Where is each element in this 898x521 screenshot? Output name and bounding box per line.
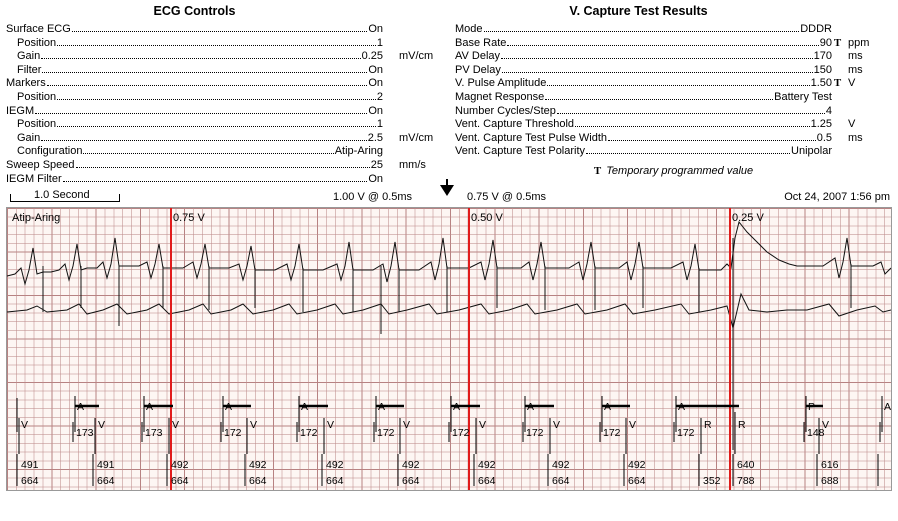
svg-text:V: V	[327, 419, 335, 432]
parameter-value: 1	[376, 36, 383, 49]
leader-dots	[41, 57, 360, 59]
ecg-controls-title: ECG Controls	[153, 4, 236, 18]
timestamp-label: Oct 24, 2007 1:56 pm	[784, 191, 890, 204]
parameter-value: 1.25	[810, 118, 832, 131]
pulse-annotation-2: 0.75 V @ 0.5ms	[467, 191, 547, 204]
parameter-row	[455, 105, 892, 119]
parameter-value: 0.5	[816, 131, 832, 144]
parameter-label: Magnet Response	[455, 90, 545, 103]
parameter-value: On	[368, 77, 383, 90]
leader-dots	[72, 30, 368, 32]
amplitude-tag: 0.50 V	[471, 212, 503, 225]
svg-text:V: V	[98, 419, 106, 432]
parameter-row	[455, 118, 892, 132]
svg-text:173: 173	[76, 427, 94, 440]
parameter-value: Atip-Aring	[334, 145, 383, 158]
parameter-value: 25	[370, 158, 383, 171]
leader-dots	[547, 84, 809, 86]
svg-text:V: V	[629, 419, 637, 432]
svg-text:172: 172	[677, 427, 695, 440]
svg-text:A: A	[453, 401, 461, 414]
svg-text:664: 664	[171, 475, 189, 488]
scale-label: 1.0 Second	[34, 189, 90, 202]
capture-results-title: V. Capture Test Results	[569, 4, 708, 18]
parameter-label: IEGM	[6, 104, 35, 117]
svg-text:A: A	[678, 401, 686, 414]
svg-text:A: A	[378, 401, 386, 414]
svg-text:664: 664	[628, 475, 646, 488]
svg-text:492: 492	[628, 459, 646, 472]
parameter-label: Base Rate	[455, 36, 507, 49]
parameter-label: PV Delay	[455, 63, 501, 76]
leader-dots	[502, 71, 813, 73]
leader-dots	[57, 44, 376, 46]
leader-dots	[42, 71, 367, 73]
svg-text:664: 664	[21, 475, 39, 488]
svg-text:A: A	[225, 401, 233, 414]
pulse-annotation-1: 1.00 V @ 0.5ms	[333, 191, 413, 204]
svg-text:A: A	[527, 401, 535, 414]
parameter-row	[455, 77, 892, 91]
leader-dots	[507, 44, 818, 46]
ecg-controls-rows	[0, 23, 449, 186]
svg-text:172: 172	[603, 427, 621, 440]
leader-dots	[484, 30, 800, 32]
svg-text:640: 640	[737, 459, 755, 472]
svg-text:491: 491	[97, 459, 115, 472]
marker-annotation-channel	[7, 392, 891, 490]
leader-dots	[57, 98, 376, 100]
parameter-label: IEGM Filter	[6, 172, 62, 185]
leader-dots	[35, 112, 367, 114]
parameter-row	[455, 91, 892, 105]
parameter-value: 1	[376, 118, 383, 131]
parameter-label: Number Cycles/Step	[455, 104, 556, 117]
svg-text:P: P	[808, 401, 816, 414]
svg-text:664: 664	[552, 475, 570, 488]
svg-text:492: 492	[552, 459, 570, 472]
parameter-value: 150	[813, 63, 832, 76]
leader-dots	[57, 125, 376, 127]
parameter-value: 4	[825, 104, 832, 117]
leader-dots	[545, 98, 773, 100]
leader-dots	[63, 180, 368, 182]
parameter-row	[455, 37, 892, 51]
parameter-unit: ppm	[848, 36, 870, 49]
parameter-row	[455, 145, 892, 159]
parameter-label: V. Pulse Amplitude	[455, 77, 547, 90]
leader-dots	[47, 84, 368, 86]
parameter-value: On	[368, 63, 383, 76]
svg-text:V: V	[21, 419, 29, 432]
ecg-controls-panel	[0, 4, 449, 186]
svg-text:V: V	[250, 419, 258, 432]
ecg-strip[interactable]	[6, 207, 892, 491]
parameter-value: Unipolar	[791, 145, 832, 158]
summary-panels	[0, 0, 898, 186]
parameter-label: AV Delay	[455, 50, 501, 63]
temporary-flag: T	[833, 77, 842, 90]
svg-text:A: A	[77, 401, 85, 414]
parameter-row	[6, 132, 443, 146]
svg-text:V: V	[403, 419, 411, 432]
parameter-label: Position	[17, 118, 57, 131]
parameter-unit: ms	[848, 63, 863, 76]
amplitude-tag: 0.75 V	[173, 212, 205, 225]
capture-results-rows	[449, 23, 898, 159]
parameter-label: Gain	[17, 50, 41, 63]
svg-text:491: 491	[21, 459, 39, 472]
svg-text:172: 172	[377, 427, 395, 440]
amplitude-tag: 0.25 V	[732, 212, 764, 225]
leader-dots	[41, 139, 366, 141]
leader-dots	[557, 112, 825, 114]
parameter-row	[6, 91, 443, 105]
parameter-row	[6, 64, 443, 78]
parameter-row	[6, 173, 443, 187]
svg-text:492: 492	[478, 459, 496, 472]
parameter-label: Vent. Capture Test Polarity	[455, 145, 586, 158]
parameter-label: Surface ECG	[6, 23, 71, 35]
leader-dots	[575, 125, 810, 127]
parameter-value: Battery Test	[774, 90, 832, 103]
scale-bar-line	[10, 201, 120, 202]
svg-text:V: V	[479, 419, 487, 432]
parameter-row	[455, 64, 892, 78]
parameter-unit: mm/s	[399, 158, 426, 171]
parameter-value: 2	[376, 90, 383, 103]
parameter-row	[6, 159, 443, 173]
parameter-label: Configuration	[17, 145, 83, 158]
svg-text:A: A	[604, 401, 612, 414]
parameter-unit: ms	[848, 50, 863, 63]
strip-header	[0, 189, 898, 207]
parameter-unit: V	[848, 118, 856, 131]
svg-text:664: 664	[249, 475, 267, 488]
temporary-flag-text: Temporary programmed value	[606, 164, 754, 177]
svg-text:173: 173	[145, 427, 163, 440]
svg-text:V: V	[822, 419, 830, 432]
parameter-row	[6, 37, 443, 51]
parameter-row	[6, 145, 443, 159]
temporary-flag: T	[833, 36, 842, 49]
svg-text:664: 664	[97, 475, 115, 488]
leader-dots	[501, 57, 813, 59]
parameter-value: On	[368, 23, 383, 35]
svg-text:V: V	[553, 419, 561, 432]
svg-text:A: A	[301, 401, 309, 414]
parameter-label: Position	[17, 36, 57, 49]
parameter-unit: mV/cm	[399, 50, 434, 63]
parameter-label: Sweep Speed	[6, 158, 75, 171]
svg-text:492: 492	[402, 459, 420, 472]
parameter-unit: ms	[848, 131, 863, 144]
parameter-label: Vent. Capture Threshold	[455, 118, 575, 131]
svg-text:148: 148	[807, 427, 825, 440]
svg-text:172: 172	[526, 427, 544, 440]
svg-text:R: R	[704, 419, 712, 432]
parameter-label: Position	[17, 90, 57, 103]
parameter-unit: V	[848, 77, 856, 90]
parameter-row	[455, 50, 892, 64]
time-scale-bar	[10, 191, 120, 203]
temporary-flag-symbol: T	[593, 164, 602, 177]
leader-dots	[76, 166, 370, 168]
svg-text:A: A	[884, 401, 891, 414]
parameter-unit: mV/cm	[399, 131, 434, 144]
parameter-label: Mode	[455, 23, 483, 35]
parameter-value: 90	[819, 36, 832, 49]
temporary-value-legend	[449, 165, 898, 177]
capture-results-panel	[449, 4, 898, 186]
svg-text:616: 616	[821, 459, 839, 472]
svg-text:788: 788	[737, 475, 755, 488]
parameter-label: Filter	[17, 63, 42, 76]
parameter-value: 0.25	[361, 50, 383, 63]
parameter-row	[6, 118, 443, 132]
svg-text:492: 492	[326, 459, 344, 472]
parameter-row	[455, 132, 892, 146]
parameter-value: 170	[813, 50, 832, 63]
parameter-label: Markers	[6, 77, 46, 90]
channel-label: Atip-Aring	[12, 212, 61, 225]
svg-text:V: V	[172, 419, 180, 432]
svg-text:492: 492	[249, 459, 267, 472]
svg-text:492: 492	[171, 459, 189, 472]
svg-text:352: 352	[703, 475, 721, 488]
svg-text:664: 664	[402, 475, 420, 488]
leader-dots	[608, 139, 816, 141]
parameter-label: Gain	[17, 131, 41, 144]
down-arrow-icon	[440, 185, 454, 196]
parameter-row	[6, 105, 443, 119]
svg-text:R: R	[738, 419, 746, 432]
parameter-row	[6, 23, 443, 37]
svg-text:172: 172	[224, 427, 242, 440]
parameter-value: 1.50	[810, 77, 832, 90]
parameter-value: On	[368, 172, 383, 185]
parameter-row	[6, 77, 443, 91]
parameter-value: 2.5	[367, 131, 383, 144]
svg-text:664: 664	[478, 475, 496, 488]
svg-text:A: A	[146, 401, 154, 414]
parameter-value: On	[368, 104, 383, 117]
leader-dots	[83, 152, 333, 154]
parameter-row	[455, 23, 892, 37]
svg-text:688: 688	[821, 475, 839, 488]
svg-text:664: 664	[326, 475, 344, 488]
parameter-row	[6, 50, 443, 64]
parameter-value: DDDR	[800, 23, 832, 35]
leader-dots	[586, 152, 790, 154]
parameter-label: Vent. Capture Test Pulse Width	[455, 131, 608, 144]
svg-text:172: 172	[452, 427, 470, 440]
svg-text:172: 172	[300, 427, 318, 440]
